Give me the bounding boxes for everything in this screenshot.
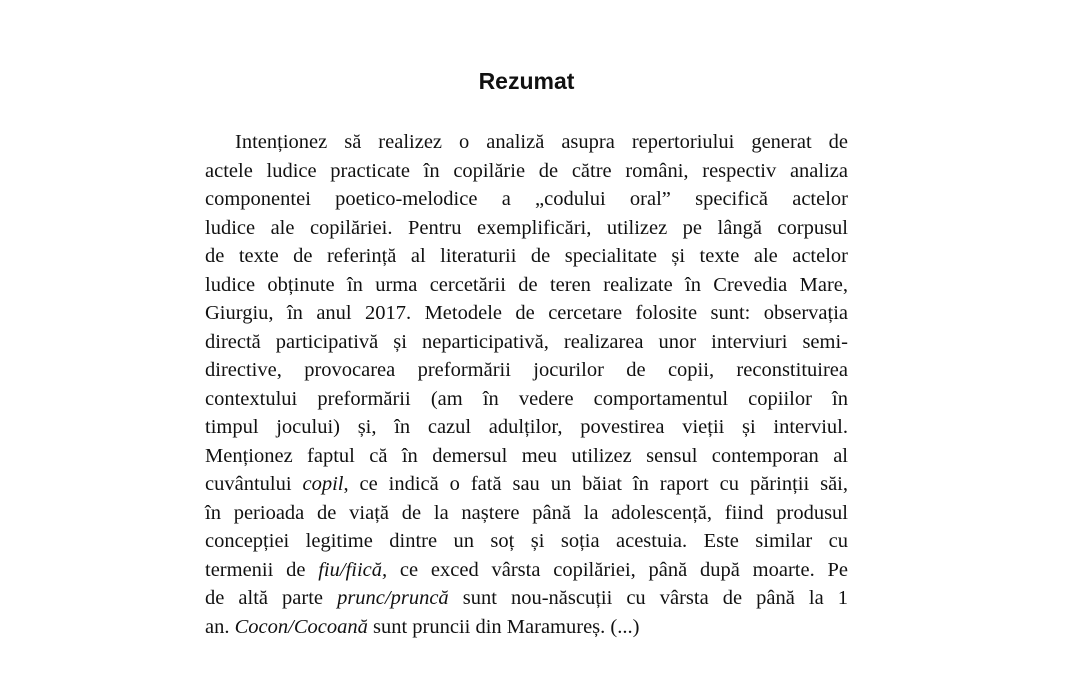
text-segment: termenii de <box>205 558 319 581</box>
text-line <box>205 356 848 385</box>
text-segment: ludice ale copilăriei. Pentru exemplificări, utilizez pe lângă corpusul <box>205 216 848 239</box>
text-segment: de texte de referință al literaturii de specialitate și texte ale actelor <box>205 245 848 267</box>
text-segment: sunt pruncii din Maramureș. (...) <box>367 615 640 638</box>
text-line <box>205 442 848 471</box>
text-line <box>205 185 848 214</box>
text-segment: componentei poetico-melodice a „codului oral” specifică actelor <box>205 188 848 210</box>
text-line <box>205 584 848 613</box>
text-segment: cuvântului <box>205 473 303 495</box>
text-segment: de altă parte <box>205 587 338 609</box>
italic-term: Cocon/Cocoană <box>234 615 368 638</box>
text-segment: , ce indică o fată sau un băiat în raport cu părinții săi, <box>343 473 848 495</box>
text-line <box>205 157 848 186</box>
text-segment: actele ludice practicate în copilărie de către români, respectiv analiza <box>205 159 848 182</box>
italic-term: fiu/fiică, <box>318 558 388 581</box>
text-line <box>205 299 848 328</box>
text-segment: sunt nou-născuții cu vârsta de până la 1 <box>448 587 848 609</box>
abstract-paragraph <box>205 128 848 641</box>
italic-term: copil <box>302 473 344 495</box>
page-title: Rezumat <box>478 68 575 94</box>
text-segment: concepției legitime dintre un soț și soția acestuia. Este similar cu <box>205 530 848 552</box>
text-line <box>205 499 848 528</box>
text-segment: Intenționez să realizez o analiză asupra repertoriului generat de <box>235 131 848 153</box>
text-segment: Giurgiu, în anul 2017. Metodele de cercetare folosite sunt: observația <box>205 302 848 324</box>
text-segment: timpul jocului) și, în cazul adulților, povestirea vieții și interviul. <box>205 416 848 438</box>
text-segment: Menționez faptul că în demersul meu utilizez sensul contemporan al <box>205 444 848 467</box>
text-line <box>205 214 848 243</box>
text-line <box>205 556 848 585</box>
text-segment: directă participativă și neparticipativă, realizarea unor interviuri semi- <box>205 330 848 353</box>
text-segment: contextului preformării (am în vedere comportamentul copiilor în <box>205 387 848 410</box>
text-line <box>205 413 848 442</box>
text-line <box>205 470 848 499</box>
text-line <box>205 128 848 157</box>
text-segment: directive, provocarea preformării jocurilor de copii, reconstituirea <box>205 359 848 381</box>
text-segment: ce exced vârsta copilăriei, până după moarte. Pe <box>387 558 849 581</box>
text-segment: ludice obținute în urma cercetării de teren realizate în Crevedia Mare, <box>205 273 848 296</box>
text-segment: an. <box>205 615 235 638</box>
text-segment: în perioada de viață de la naștere până la adolescență, fiind produsul <box>205 501 848 524</box>
text-line <box>205 271 848 300</box>
text-line <box>205 328 848 357</box>
text-line <box>205 527 848 556</box>
text-line <box>205 385 848 414</box>
text-line <box>205 613 848 642</box>
italic-term: prunc/pruncă <box>337 587 449 609</box>
text-line <box>205 242 848 271</box>
